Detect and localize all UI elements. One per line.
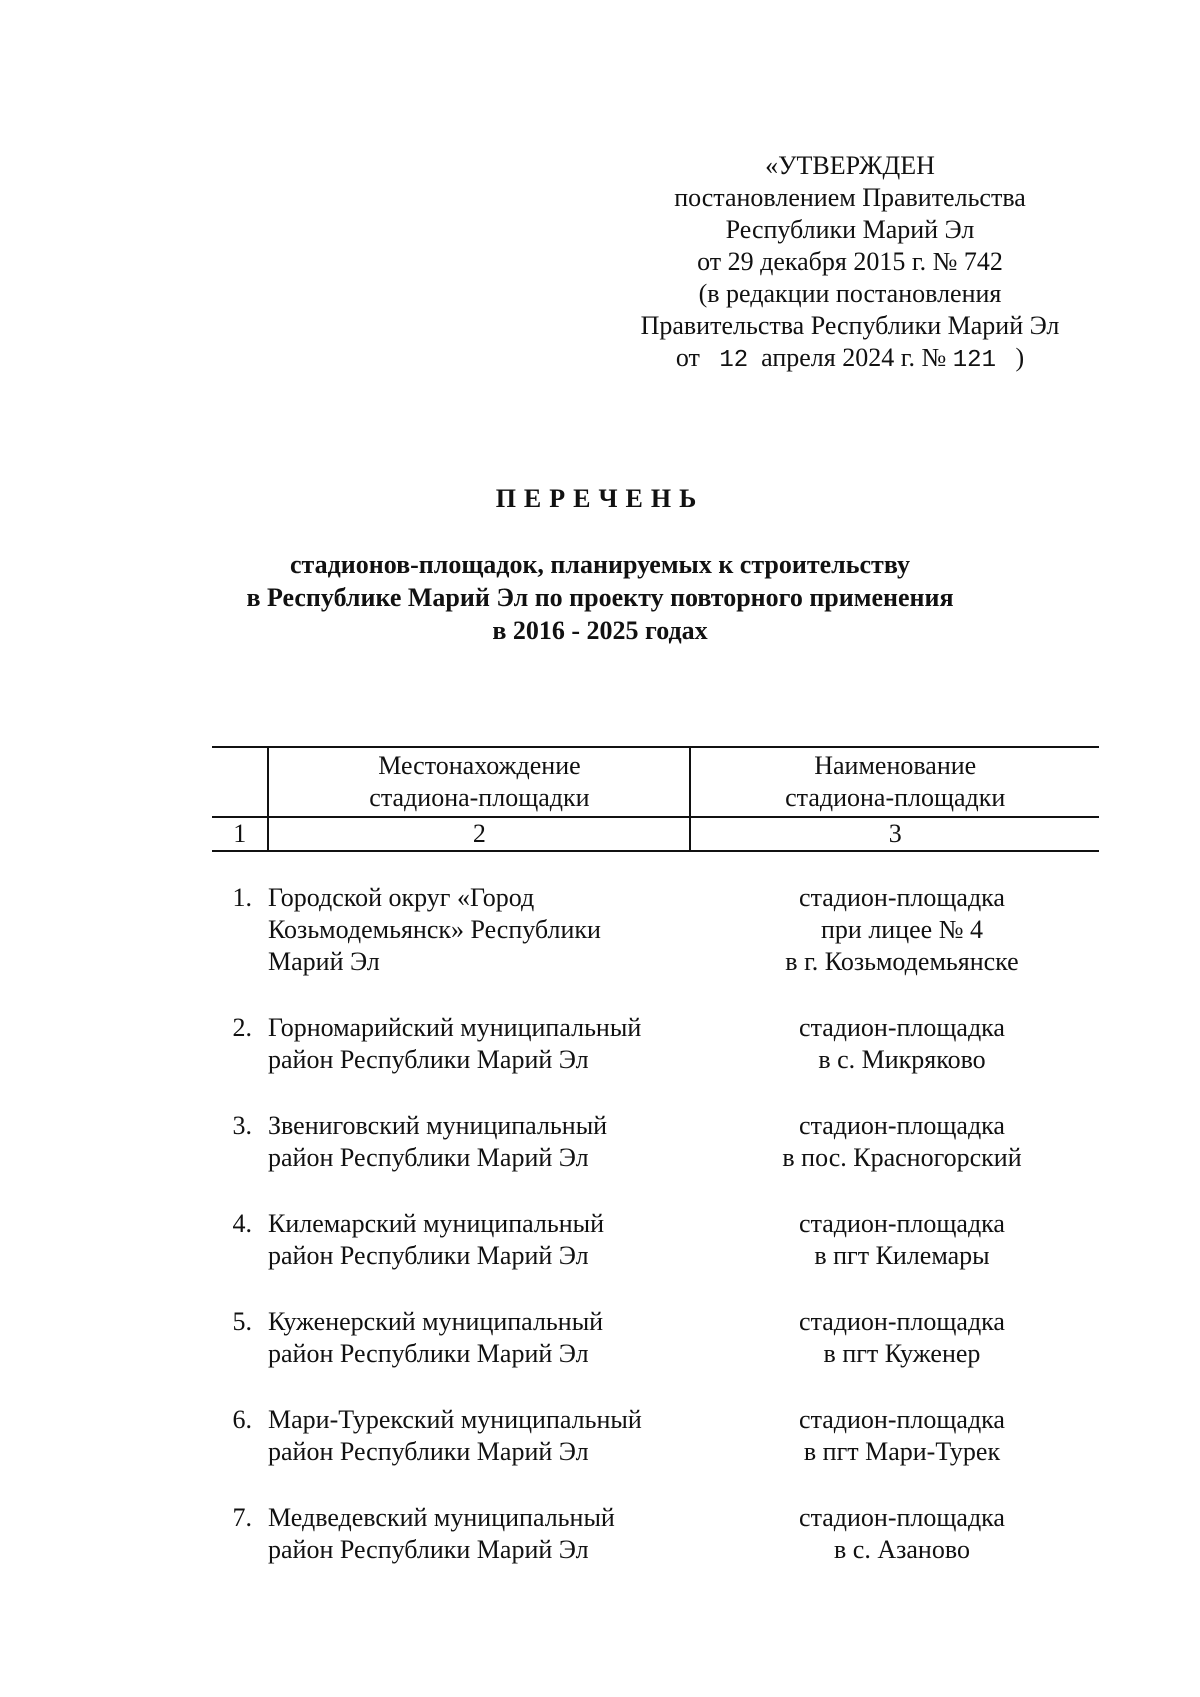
table-row	[212, 1502, 1099, 1566]
row-location	[268, 1306, 712, 1370]
row-name-line: стадион-площадка	[799, 1405, 1005, 1434]
row-name-line: стадион-площадка	[799, 1209, 1005, 1238]
row-name-line: стадион-площадка	[799, 1503, 1005, 1532]
table-row	[212, 1404, 1099, 1468]
document-subtitle	[0, 548, 1200, 647]
row-name-line: стадион-площадка	[799, 1307, 1005, 1336]
approval-stamp	[600, 150, 1100, 377]
row-name	[712, 1012, 1092, 1076]
header-col-location-line: стадиона-площадки	[369, 783, 590, 812]
row-location	[268, 882, 712, 978]
row-location-line: Звениговский муниципальный	[268, 1111, 608, 1140]
table-row	[212, 1306, 1099, 1370]
row-location	[268, 1208, 712, 1272]
row-location-line: Килемарский муниципальный	[268, 1209, 605, 1238]
approval-date-day: 12	[719, 347, 749, 374]
row-name-line: в пгт Мари-Турек	[803, 1437, 1001, 1466]
header-col-name-line: стадиона-площадки	[785, 783, 1006, 812]
approval-date-line	[600, 342, 1100, 377]
approval-line: Республики Марий Эл	[725, 215, 975, 244]
row-name	[712, 1404, 1092, 1468]
row-location-line: район Республики Марий Эл	[268, 1535, 589, 1564]
row-name	[712, 1208, 1092, 1272]
row-location-line: Мари-Турекский муниципальный	[268, 1405, 642, 1434]
row-name-line: стадион-площадка	[799, 1111, 1005, 1140]
row-number: 2.	[232, 1013, 252, 1042]
header-col-number	[212, 747, 268, 817]
row-location-line: район Республики Марий Эл	[268, 1241, 589, 1270]
table-header-row	[212, 747, 1099, 817]
table-header	[212, 746, 1099, 852]
row-location-line: район Республики Марий Эл	[268, 1437, 589, 1466]
row-location-line: Городской округ «Город	[268, 883, 535, 912]
row-name	[712, 1502, 1092, 1566]
subtitle-line: в Республике Марий Эл по проекту повторного применения	[246, 583, 954, 612]
row-number: 3.	[232, 1111, 252, 1140]
header-col-name	[690, 747, 1099, 817]
header-col-location-line: Местонахождение	[378, 751, 581, 780]
row-location	[268, 1110, 712, 1174]
header-col-name-line: Наименование	[814, 751, 977, 780]
row-location-line: район Республики Марий Эл	[268, 1339, 589, 1368]
row-name	[712, 1110, 1092, 1174]
approval-date-suffix: )	[1015, 343, 1025, 372]
approval-line: от 29 декабря 2015 г. № 742	[697, 247, 1003, 276]
approval-line: «УТВЕРЖДЕН	[765, 151, 935, 180]
approval-date-middle: апреля 2024 г. №	[761, 343, 947, 372]
table-row	[212, 882, 1099, 978]
row-name-line: стадион-площадка	[799, 1013, 1005, 1042]
row-name-line: в г. Козьмодемьянске	[785, 947, 1019, 976]
table-row	[212, 1012, 1099, 1076]
row-number: 6.	[232, 1405, 252, 1434]
approval-date-prefix: от	[675, 343, 700, 372]
approval-decree-number: 121	[952, 347, 996, 374]
header-col-location	[268, 747, 690, 817]
row-number: 7.	[232, 1503, 252, 1532]
document-title: ПЕРЕЧЕНЬ	[495, 484, 705, 513]
table-body	[212, 882, 1099, 1566]
table-row	[212, 1208, 1099, 1272]
approval-line: постановлением Правительства	[674, 183, 1026, 212]
approval-line: Правительства Республики Марий Эл	[640, 311, 1060, 340]
row-name	[712, 882, 1092, 978]
row-name-line: в пгт Килемары	[814, 1241, 990, 1270]
row-number: 5.	[232, 1307, 252, 1336]
column-number: 2	[268, 817, 690, 851]
row-location-line: район Республики Марий Эл	[268, 1045, 589, 1074]
approval-line: (в редакции постановления	[698, 279, 1002, 308]
row-location-line: Медведевский муниципальный	[268, 1503, 615, 1532]
row-name-line: в с. Микряково	[818, 1045, 986, 1074]
row-location-line: Козьмодемьянск» Республики	[268, 915, 601, 944]
row-location	[268, 1502, 712, 1566]
subtitle-line: в 2016 - 2025 годах	[492, 616, 708, 645]
row-location	[268, 1404, 712, 1468]
row-location-line: Марий Эл	[268, 947, 380, 976]
column-number: 3	[690, 817, 1099, 851]
row-number: 4.	[232, 1209, 252, 1238]
row-name-line: в пгт Куженер	[823, 1339, 981, 1368]
column-number: 1	[212, 817, 268, 851]
row-location-line: Горномарийский муниципальный	[268, 1013, 642, 1042]
row-name-line: стадион-площадка	[799, 883, 1005, 912]
row-location-line: Куженерский муниципальный	[268, 1307, 604, 1336]
row-location-line: район Республики Марий Эл	[268, 1143, 589, 1172]
row-name	[712, 1306, 1092, 1370]
row-number: 1.	[232, 883, 252, 912]
row-name-line: при лицее № 4	[820, 915, 984, 944]
row-location	[268, 1012, 712, 1076]
row-name-line: в с. Азаново	[834, 1535, 970, 1564]
subtitle-line: стадионов-площадок, планируемых к строительству	[289, 550, 910, 579]
row-name-line: в пос. Красногорский	[782, 1143, 1022, 1172]
table-row	[212, 1110, 1099, 1174]
table-column-numbers-row	[212, 817, 1099, 851]
